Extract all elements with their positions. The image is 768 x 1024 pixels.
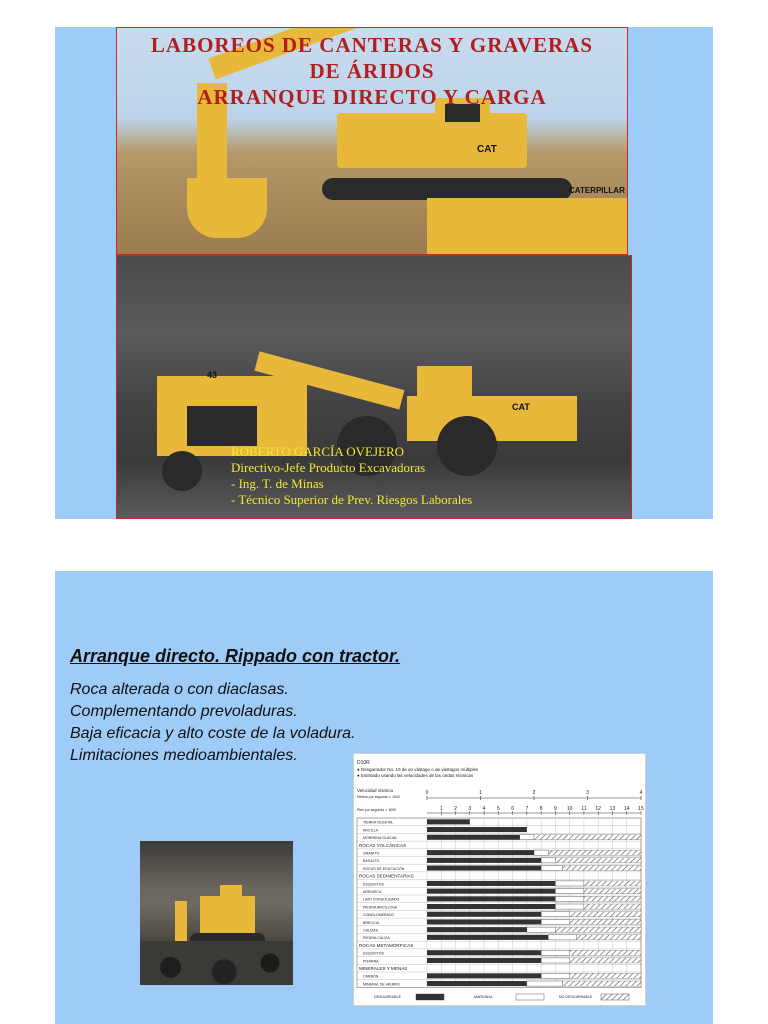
chart-category-label: GRANITO: [363, 851, 380, 856]
bar-rippable: [427, 973, 541, 978]
bar-marginal: [527, 927, 556, 932]
chart-top-tick-label: 4: [639, 790, 643, 796]
bullet-list: [70, 679, 356, 767]
legend-swatch: [416, 994, 444, 1000]
bar-rippable: [427, 889, 555, 894]
bar-rippable: [427, 950, 541, 955]
author-name: ROBERTO GARCÍA OVEJERO: [231, 444, 405, 459]
chart-category-label: PIZARRA: [363, 959, 379, 964]
legend-label: MARGINAL: [474, 995, 493, 999]
chart-category-label: MINERAL DE HIERRO: [363, 982, 400, 987]
bar-nonrippable: [584, 896, 641, 901]
ripping-slide: [55, 571, 713, 1024]
slide-heading: Arranque directo. Rippado con tractor.: [70, 646, 401, 666]
bar-marginal: [555, 889, 584, 894]
bullet-item: Complementando prevoladuras.: [70, 703, 298, 720]
bullet-item: Limitaciones medioambientales.: [70, 747, 298, 764]
bar-nonrippable: [563, 866, 641, 871]
bar-nonrippable: [555, 858, 641, 863]
dozer-blade: [175, 901, 187, 941]
author-role: Directivo-Jefe Producto Excavadoras: [231, 460, 426, 475]
bar-nonrippable: [584, 904, 641, 909]
chart-bottom-tick-label: 14: [623, 806, 630, 812]
chart-category-label: PIEDRA CALIZA: [363, 936, 390, 941]
legend-label: NO DESGARRABLE: [559, 995, 593, 999]
bar-rippable: [427, 958, 541, 963]
chart-category-label: ESQUISTOS: [363, 882, 384, 887]
bar-marginal: [555, 904, 584, 909]
bar-rippable: [427, 866, 541, 871]
chart-category-label: ROCAS METAMÓRFICAS: [359, 942, 414, 948]
bar-marginal: [541, 973, 570, 978]
chart-axis-label-top: Velocidad sísmica: [357, 788, 394, 793]
bar-rippable: [427, 881, 555, 886]
broken-rock: [140, 941, 293, 985]
bullet-item: Roca alterada o con diaclasas.: [70, 681, 289, 698]
chart-bottom-tick-label: 2: [454, 806, 457, 812]
author-degree: - Ing. T. de Minas: [231, 476, 324, 491]
rippability-chart-svg: [354, 754, 645, 1005]
bar-marginal: [520, 835, 534, 840]
slide-title-line-3: ARRANQUE DIRECTO Y CARGA: [197, 85, 547, 109]
bar-marginal: [541, 919, 570, 924]
bar-marginal: [555, 881, 584, 886]
bar-nonrippable: [584, 881, 641, 886]
chart-top-tick-label: 2: [532, 790, 536, 796]
bar-nonrippable: [548, 850, 641, 855]
bar-nonrippable: [555, 927, 641, 932]
bar-rippable: [427, 927, 527, 932]
bar-marginal: [548, 935, 577, 940]
bar-rippable: [427, 850, 534, 855]
bar-nonrippable: [577, 935, 641, 940]
bar-rippable: [427, 835, 520, 840]
chart-bottom-tick-label: 10: [566, 806, 573, 812]
chart-top-tick-label: 3: [586, 790, 589, 796]
legend-swatch: [601, 994, 629, 1000]
excavator-bucket: [187, 178, 267, 238]
bar-marginal: [541, 858, 555, 863]
bar-nonrippable: [570, 919, 641, 924]
chart-bottom-tick-label: 4: [482, 806, 486, 812]
excavator-tracks: [322, 178, 572, 200]
truck-wheel: [162, 451, 202, 491]
chart-category-label: ROCAS DE EDUCACIÓN: [363, 866, 405, 871]
title-slide: [55, 27, 713, 519]
caterpillar-logo: CATERPILLAR: [569, 186, 625, 195]
bar-rippable: [427, 827, 527, 832]
bullet-item: Baja eficacia y alto coste de la voladura.: [70, 725, 356, 742]
haul-truck-bed: [427, 198, 627, 255]
chart-top-tick-label: 0: [425, 790, 429, 796]
chart-axis-label-top-units: Metros por segundo × 1000: [357, 795, 400, 799]
bar-marginal: [541, 912, 570, 917]
chart-bottom-tick-label: 15: [638, 806, 644, 812]
bar-rippable: [427, 912, 541, 917]
bar-rippable: [427, 819, 470, 824]
chart-category-label: LIMO CONSOLIDADO: [363, 897, 400, 902]
bar-nonrippable: [570, 973, 641, 978]
chart-bottom-tick-label: 8: [539, 806, 543, 812]
bar-rippable: [427, 896, 555, 901]
bar-nonrippable: [570, 950, 641, 955]
chart-category-label: ROCAS SEDIMENTARIAS: [359, 873, 414, 879]
bar-nonrippable: [584, 889, 641, 894]
truck-number: 43: [207, 370, 218, 380]
bar-rippable: [427, 904, 555, 909]
chart-top-tick-label: 1: [479, 790, 482, 796]
cat-logo: CAT: [477, 144, 497, 155]
chart-bottom-tick-label: 3: [468, 806, 472, 812]
dozer-photo: [140, 841, 293, 985]
bar-rippable: [427, 981, 527, 986]
chart-header-line-1: ● Desgarrador No. 10 de un vástago o de vástagos múltiples: [357, 767, 479, 772]
dozer-cab: [220, 885, 242, 903]
bar-nonrippable: [570, 912, 641, 917]
slide-title-line-2: DE ÁRIDOS: [309, 59, 435, 83]
legend-label: DESGARRABLE: [374, 995, 401, 999]
chart-category-label: BRECCIA: [363, 920, 379, 925]
bar-marginal: [541, 958, 570, 963]
chart-bottom-tick-label: 9: [554, 806, 557, 812]
chart-category-label: CARBÓN: [363, 974, 379, 979]
chart-category-label: PIEDRA ARCILLOSA: [363, 905, 398, 910]
chart-category-label: CONGLOMERADO: [363, 913, 395, 918]
bar-rippable: [427, 858, 541, 863]
bar-nonrippable: [534, 835, 641, 840]
chart-header-model: D10R: [357, 760, 370, 766]
author-qualification: - Técnico Superior de Prev. Riesgos Laborales: [231, 492, 473, 507]
loader-cat-logo: CAT: [512, 402, 530, 412]
excavator-body: [337, 113, 527, 168]
bar-nonrippable: [563, 981, 641, 986]
chart-category-label: ARCILLA: [363, 828, 378, 833]
chart-category-label: MORRENA GLACIAL: [363, 836, 398, 841]
chart-category-label: MINERALES Y MENAS: [359, 966, 408, 971]
rippability-chart: [353, 753, 646, 1006]
slide-title: [116, 32, 628, 110]
chart-bottom-tick-label: 5: [496, 806, 500, 812]
bar-marginal: [527, 981, 563, 986]
bar-marginal: [555, 896, 584, 901]
chart-bottom-tick-label: 12: [595, 806, 601, 812]
chart-category-label: ESQUISTOS: [363, 951, 384, 956]
slide-title-line-1: LABOREOS DE CANTERAS Y GRAVERAS: [150, 33, 594, 57]
bar-rippable: [427, 935, 548, 940]
chart-bottom-tick-label: 7: [525, 806, 529, 812]
chart-bottom-tick-label: 6: [511, 806, 514, 812]
chart-bottom-tick-label: 1: [439, 806, 443, 812]
chart-category-label: TIERRA VEGETAL: [363, 820, 394, 825]
bar-marginal: [541, 950, 570, 955]
chart-category-label: BASALTO: [363, 859, 380, 864]
chart-axis-label-bottom: Pies por segundo × 1000: [357, 808, 397, 812]
bar-nonrippable: [570, 958, 641, 963]
bar-marginal: [534, 850, 548, 855]
chart-category-label: CALIZAS: [363, 928, 378, 933]
author-block: [231, 444, 472, 508]
rock-face: [140, 841, 293, 891]
legend-swatch: [516, 994, 544, 1000]
bar-marginal: [541, 866, 562, 871]
chart-bottom-tick-label: 13: [609, 806, 616, 812]
bar-rippable: [427, 919, 541, 924]
chart-header-line-2: ● Estimado usando las velocidades de las ondas sísmicas: [357, 773, 474, 778]
chart-category-label: ROCAS VOLCÁNICAS: [359, 842, 407, 848]
chart-bottom-tick-label: 11: [581, 806, 587, 812]
haul-truck-grille: [187, 406, 257, 446]
chart-category-label: ARENISCA: [363, 890, 382, 894]
